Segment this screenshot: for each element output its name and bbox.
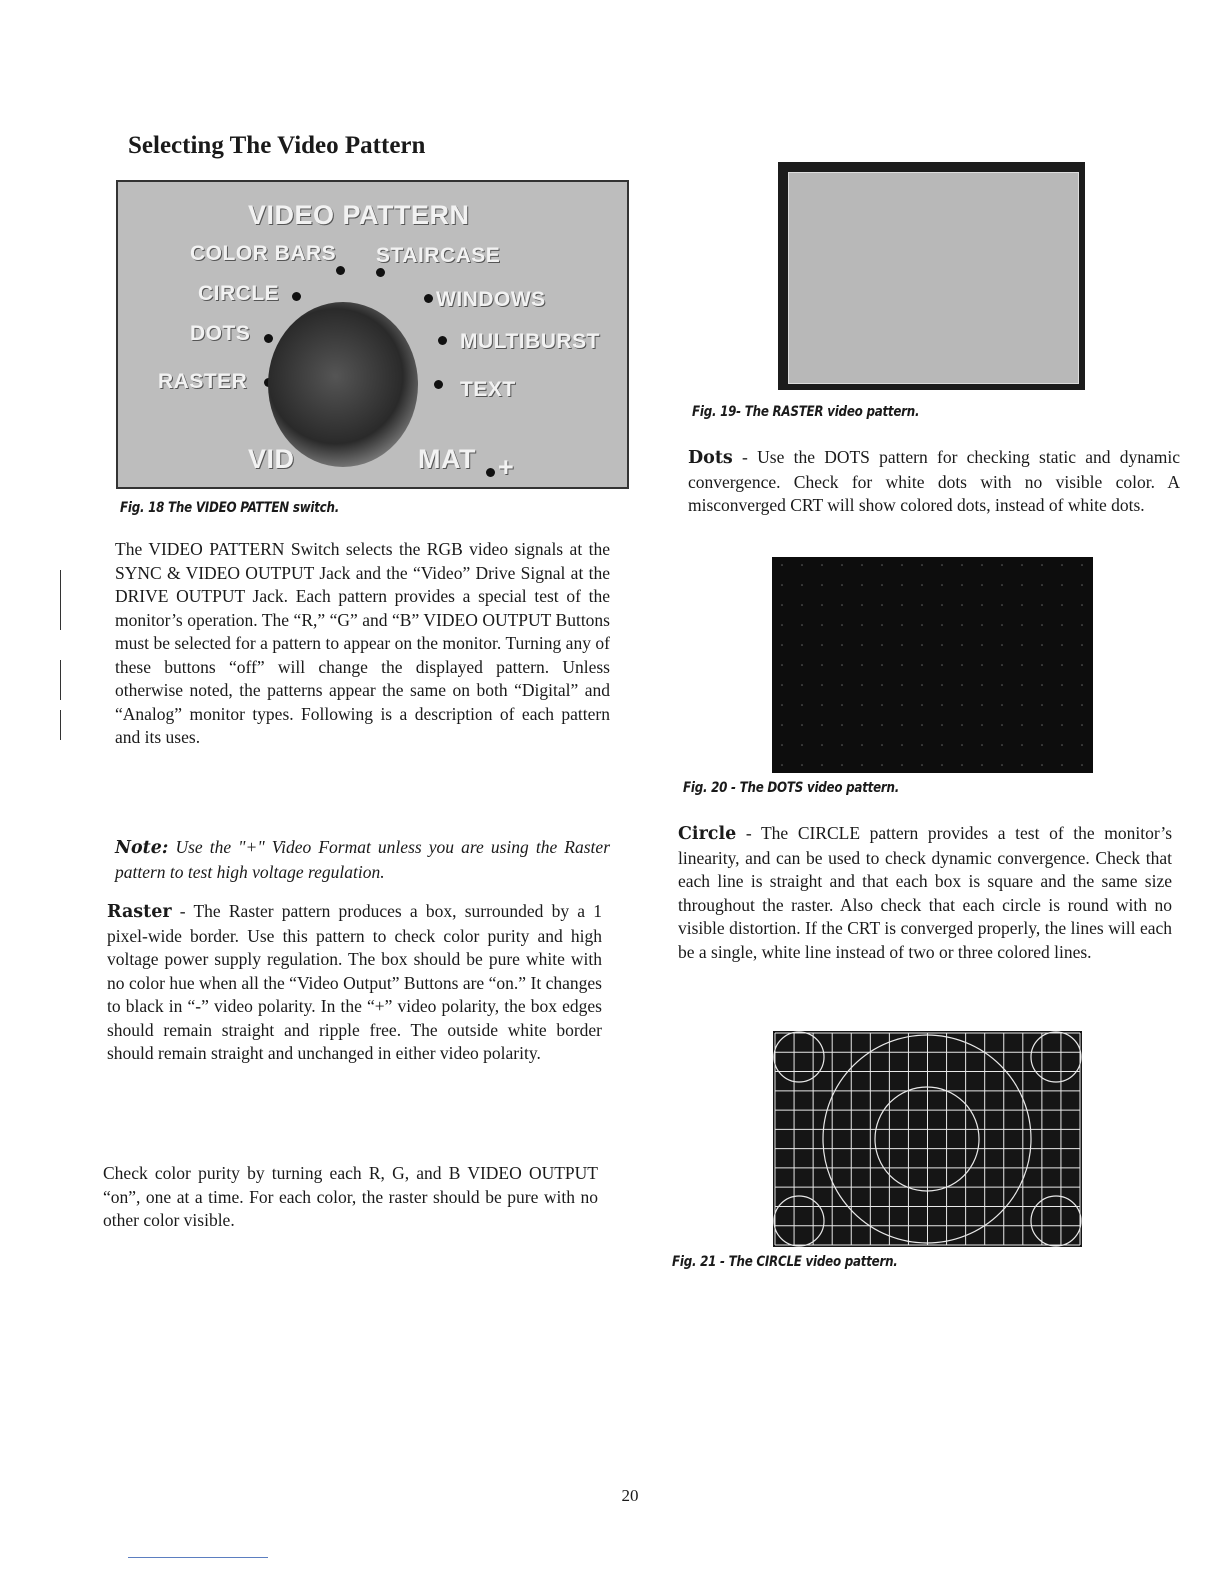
pattern-dot xyxy=(981,684,983,686)
pattern-dot xyxy=(1081,704,1083,706)
dots-text: - Use the DOTS pattern for checking static and dynamic convergence. Check for white dots with no visible color. A misconverged CRT will show colored dots, instead of white dots. xyxy=(688,447,1181,515)
pattern-dot xyxy=(901,584,903,586)
raster-pattern-figure xyxy=(778,162,1085,390)
pattern-dot xyxy=(821,684,823,686)
pattern-dot xyxy=(981,764,983,766)
pattern-dot xyxy=(881,704,883,706)
pattern-dot xyxy=(1001,684,1003,686)
pattern-dot xyxy=(841,684,843,686)
switch-label-multiburst: MULTIBURST xyxy=(460,330,600,353)
format-sign: + xyxy=(498,452,515,482)
indicator-dot xyxy=(438,336,447,345)
pattern-dot xyxy=(841,604,843,606)
pattern-dot xyxy=(801,684,803,686)
pattern-dot xyxy=(981,664,983,666)
pattern-dot xyxy=(1081,564,1083,566)
pattern-dot xyxy=(941,724,943,726)
fig20-caption: Fig. 20 - The DOTS video pattern. xyxy=(683,780,899,796)
pattern-dot xyxy=(981,604,983,606)
pattern-dot xyxy=(841,584,843,586)
pattern-dot xyxy=(821,764,823,766)
pattern-dot xyxy=(1041,664,1043,666)
pattern-dot xyxy=(801,664,803,666)
indicator-dot xyxy=(292,292,301,301)
fig21-caption: Fig. 21 - The CIRCLE video pattern. xyxy=(672,1254,898,1270)
pattern-dot xyxy=(861,704,863,706)
pattern-dot xyxy=(1061,704,1063,706)
pattern-dot xyxy=(1081,624,1083,626)
pattern-dot xyxy=(901,764,903,766)
pattern-dot xyxy=(801,724,803,726)
pattern-dot xyxy=(821,704,823,706)
pattern-dot xyxy=(941,704,943,706)
pattern-dot xyxy=(1081,584,1083,586)
pattern-dot xyxy=(781,644,783,646)
intro-paragraph: The VIDEO PATTERN Switch selects the RGB video signals at the SYNC & VIDEO OUTPUT Jack and the “Video” Drive Signal at the DRIVE OUTPUT Jack. Each pattern provides a special test of the monitor’s operation. The “R,” “G” and “B” VIDEO OUTPUT Buttons must be selected for a pattern to appear on the monitor. Turning any of these buttons “off” will change the displayed pattern. Unless otherwise noted, the patterns appear the same on both “Digital” and “Analog” monitor types. Following is a description of each pattern and its uses. xyxy=(115,539,610,747)
dots-grid xyxy=(772,557,1093,773)
raster-heading: Raster xyxy=(107,902,172,922)
pattern-dot xyxy=(821,624,823,626)
pattern-dot xyxy=(1061,624,1063,626)
pattern-dot xyxy=(861,764,863,766)
pattern-dot xyxy=(941,564,943,566)
pattern-dot xyxy=(841,624,843,626)
circle-pattern-figure xyxy=(773,1031,1082,1247)
pattern-dot xyxy=(1081,644,1083,646)
pattern-dot xyxy=(801,764,803,766)
switch-label-color-bars: COLOR BARS xyxy=(190,242,337,265)
pattern-dot xyxy=(981,564,983,566)
pattern-dot xyxy=(861,604,863,606)
pattern-dot xyxy=(1061,664,1063,666)
pattern-dot xyxy=(1001,604,1003,606)
pattern-dot xyxy=(1081,684,1083,686)
note-label: Note: xyxy=(115,838,169,858)
pattern-dot xyxy=(841,664,843,666)
pattern-dot xyxy=(1001,744,1003,746)
pattern-dot xyxy=(1001,764,1003,766)
switch-label-text: TEXT xyxy=(460,378,516,401)
pattern-dot xyxy=(901,684,903,686)
pattern-dot xyxy=(861,664,863,666)
pattern-dot xyxy=(961,644,963,646)
pattern-dot xyxy=(801,604,803,606)
indicator-dot xyxy=(336,266,345,275)
pattern-dot xyxy=(1021,624,1023,626)
pattern-dot xyxy=(1061,724,1063,726)
pattern-dot xyxy=(921,724,923,726)
pattern-dot xyxy=(1001,644,1003,646)
pattern-dot xyxy=(861,744,863,746)
circle-text: - The CIRCLE pattern provides a test of the monitor’s linearity, and can be used to check dynamic convergence. Check that each line is straight and that each box is square and the same size throughout the raster. Also check that each circle is round with no visible distortion. If the CRT is converged properly, the lines will each be a single, white line instead of two or three colored lines. xyxy=(678,823,1173,962)
pattern-dot xyxy=(781,624,783,626)
pattern-dot xyxy=(921,704,923,706)
circle-paragraph xyxy=(678,822,1172,964)
format-label-right: MAT xyxy=(418,444,476,474)
pattern-dot xyxy=(1081,744,1083,746)
pattern-dot xyxy=(1041,644,1043,646)
pattern-dot xyxy=(861,684,863,686)
pattern-dot xyxy=(1021,724,1023,726)
pattern-dot xyxy=(841,564,843,566)
pattern-dot xyxy=(781,584,783,586)
pattern-dot xyxy=(961,664,963,666)
pattern-dot xyxy=(1061,744,1063,746)
pattern-dot xyxy=(1021,664,1023,666)
pattern-dot xyxy=(941,604,943,606)
raster-paragraph xyxy=(107,900,602,1066)
pattern-dot xyxy=(821,744,823,746)
pattern-dot xyxy=(941,644,943,646)
pattern-dot xyxy=(961,684,963,686)
pattern-dot xyxy=(1021,684,1023,686)
pattern-dot xyxy=(961,704,963,706)
purity-paragraph: Check color purity by turning each R, G, and B VIDEO OUTPUT “on”, one at a time. For each color, the raster should be pure with no other color visible. xyxy=(103,1163,598,1230)
pattern-dot xyxy=(801,744,803,746)
pattern-dot xyxy=(1021,764,1023,766)
pattern-dot xyxy=(901,624,903,626)
pattern-dot xyxy=(841,764,843,766)
pattern-dot xyxy=(881,604,883,606)
indicator-dot xyxy=(424,294,433,303)
pattern-dot xyxy=(941,624,943,626)
pattern-dot xyxy=(941,584,943,586)
pattern-dot xyxy=(1041,564,1043,566)
pattern-dot xyxy=(881,724,883,726)
pattern-dot xyxy=(1001,584,1003,586)
pattern-dot xyxy=(921,644,923,646)
pattern-dot xyxy=(921,584,923,586)
raster-box xyxy=(788,172,1079,384)
pattern-dot xyxy=(981,644,983,646)
circle-pattern xyxy=(773,1031,1082,1247)
pattern-dot xyxy=(1041,624,1043,626)
indicator-dot xyxy=(434,380,443,389)
indicator-dot xyxy=(486,468,495,477)
pattern-dot xyxy=(881,664,883,666)
pattern-dot xyxy=(981,744,983,746)
switch-label-windows: WINDOWS xyxy=(436,288,546,311)
pattern-dot xyxy=(901,604,903,606)
page-number: 20 xyxy=(621,1486,639,1505)
pattern-dot xyxy=(1001,724,1003,726)
pattern-dot xyxy=(1041,724,1043,726)
switch-label-staircase: STAIRCASE xyxy=(376,244,501,267)
pattern-dot xyxy=(1081,664,1083,666)
fig18-caption: Fig. 18 The VIDEO PATTEN switch. xyxy=(120,500,339,516)
pattern-dot xyxy=(1081,764,1083,766)
pattern-dot xyxy=(1041,604,1043,606)
indicator-dot xyxy=(376,268,385,277)
pattern-dot xyxy=(1041,744,1043,746)
pattern-dot xyxy=(1001,564,1003,566)
switch-label-dots: DOTS xyxy=(190,322,251,345)
pattern-dot xyxy=(961,564,963,566)
pattern-dot xyxy=(1021,704,1023,706)
pattern-dot xyxy=(1061,564,1063,566)
pattern-dot xyxy=(1021,604,1023,606)
pattern-dot xyxy=(861,584,863,586)
pattern-dot xyxy=(961,624,963,626)
note-text: Use the "+" Video Format unless you are using the Raster pattern to test high voltage regulation. xyxy=(115,837,610,882)
pattern-dot xyxy=(921,624,923,626)
pattern-dot xyxy=(841,704,843,706)
pattern-dot xyxy=(941,664,943,666)
pattern-dot xyxy=(801,644,803,646)
raster-text: - The Raster pattern produces a box, surrounded by a 1 pixel-wide border. Use this pattern to check color purity and high voltage power supply regulation. The box should be pure white with no color hue when all the “Video Output” Buttons are “on.” It changes to black in “-” video polarity. In the “+” video polarity, the box edges should remain straight and ripple free. The outside white border should remain straight and unchanged in either video polarity. xyxy=(107,901,603,1063)
pattern-dot xyxy=(1021,744,1023,746)
pattern-dot xyxy=(821,724,823,726)
pattern-dot xyxy=(921,684,923,686)
scan-edge-line xyxy=(128,1557,268,1558)
pattern-dot xyxy=(1041,684,1043,686)
pattern-dot xyxy=(861,624,863,626)
pattern-dot xyxy=(1061,604,1063,606)
fig19-caption: Fig. 19- The RASTER video pattern. xyxy=(692,404,920,420)
pattern-dot xyxy=(901,664,903,666)
switch-label-raster: RASTER xyxy=(158,370,248,393)
pattern-dot xyxy=(921,664,923,666)
pattern-dot xyxy=(881,764,883,766)
dots-heading: Dots xyxy=(688,448,733,468)
pattern-dot xyxy=(841,724,843,726)
pattern-dot xyxy=(901,724,903,726)
section-title: Selecting The Video Pattern xyxy=(128,132,426,159)
pattern-dot xyxy=(1021,644,1023,646)
pattern-dot xyxy=(901,704,903,706)
pattern-dot xyxy=(841,744,843,746)
pattern-dot xyxy=(781,684,783,686)
pattern-dot xyxy=(881,564,883,566)
pattern-dot xyxy=(921,564,923,566)
pattern-dot xyxy=(801,704,803,706)
pattern-dot xyxy=(961,584,963,586)
pattern-dot xyxy=(1061,644,1063,646)
pattern-dot xyxy=(781,604,783,606)
pattern-dot xyxy=(1001,624,1003,626)
pattern-dot xyxy=(781,764,783,766)
pattern-dot xyxy=(1001,664,1003,666)
pattern-dot xyxy=(881,744,883,746)
pattern-dot xyxy=(861,564,863,566)
pattern-dot xyxy=(941,764,943,766)
margin-bar xyxy=(60,660,61,700)
margin-bar xyxy=(60,570,61,630)
margin-bar xyxy=(60,710,61,740)
pattern-dot xyxy=(901,644,903,646)
switch-title: VIDEO PATTERN xyxy=(248,200,470,230)
pattern-dot xyxy=(941,744,943,746)
pattern-dot xyxy=(1081,604,1083,606)
pattern-dot xyxy=(861,724,863,726)
pattern-dot xyxy=(961,744,963,746)
dots-pattern-figure xyxy=(772,557,1093,773)
pattern-dot xyxy=(1061,764,1063,766)
pattern-dot xyxy=(801,564,803,566)
pattern-dot xyxy=(901,564,903,566)
selector-knob xyxy=(268,302,418,467)
pattern-dot xyxy=(1001,704,1003,706)
pattern-dot xyxy=(781,724,783,726)
pattern-dot xyxy=(901,744,903,746)
pattern-dot xyxy=(801,584,803,586)
pattern-dot xyxy=(881,624,883,626)
pattern-dot xyxy=(1041,764,1043,766)
pattern-dot xyxy=(961,724,963,726)
pattern-dot xyxy=(921,604,923,606)
pattern-dot xyxy=(1081,724,1083,726)
pattern-dot xyxy=(961,764,963,766)
indicator-dot xyxy=(264,334,273,343)
pattern-dot xyxy=(1041,704,1043,706)
pattern-dot xyxy=(981,704,983,706)
pattern-dot xyxy=(961,604,963,606)
pattern-dot xyxy=(1061,584,1063,586)
pattern-dot xyxy=(881,584,883,586)
circle-heading: Circle xyxy=(678,824,737,844)
pattern-dot xyxy=(821,584,823,586)
format-label-left: VID xyxy=(248,444,295,474)
pattern-dot xyxy=(1021,564,1023,566)
pattern-dot xyxy=(1061,684,1063,686)
pattern-dot xyxy=(941,684,943,686)
pattern-dot xyxy=(981,724,983,726)
pattern-dot xyxy=(841,644,843,646)
switch-label-circle: CIRCLE xyxy=(198,282,280,305)
pattern-dot xyxy=(781,704,783,706)
pattern-dot xyxy=(801,624,803,626)
pattern-dot xyxy=(981,584,983,586)
pattern-dot xyxy=(821,644,823,646)
pattern-dot xyxy=(1041,584,1043,586)
pattern-dot xyxy=(881,684,883,686)
pattern-dot xyxy=(821,604,823,606)
pattern-dot xyxy=(861,644,863,646)
pattern-dot xyxy=(981,624,983,626)
pattern-dot xyxy=(921,764,923,766)
pattern-dot xyxy=(821,664,823,666)
pattern-dot xyxy=(1021,584,1023,586)
pattern-dot xyxy=(781,564,783,566)
note-paragraph xyxy=(115,836,610,884)
pattern-dot xyxy=(921,744,923,746)
pattern-dot xyxy=(821,564,823,566)
pattern-dot xyxy=(881,644,883,646)
pattern-dot xyxy=(781,744,783,746)
dots-paragraph xyxy=(688,446,1180,518)
pattern-dot xyxy=(781,664,783,666)
